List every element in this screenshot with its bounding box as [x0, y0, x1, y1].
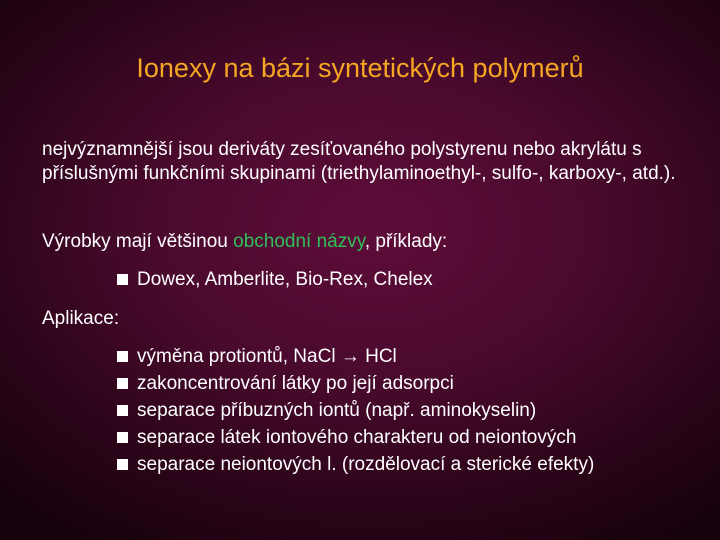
slide-title: Ionexy na bázi syntetických polymerů — [136, 53, 584, 83]
square-bullet-icon — [117, 432, 128, 443]
list-item — [117, 397, 707, 424]
examples-list — [117, 266, 707, 293]
list-item — [117, 451, 707, 478]
products-text-suffix: , příklady: — [364, 231, 448, 252]
square-bullet-icon — [117, 351, 128, 362]
trade-names-highlight: obchodní názvy — [233, 231, 365, 252]
applications-list — [117, 343, 707, 478]
square-bullet-icon — [117, 378, 128, 389]
list-item — [117, 343, 707, 370]
application-text: separace příbuzných iontů (např. aminokyselin) — [137, 400, 537, 421]
list-item — [117, 424, 707, 451]
list-item — [117, 370, 707, 397]
square-bullet-icon — [117, 459, 128, 470]
application-text: výměna protiontů, NaCl → HCl — [137, 346, 397, 367]
application-text: separace neiontových l. (rozdělovací a sterické efekty) — [137, 454, 595, 475]
applications-label: Aplikace: — [42, 308, 120, 329]
list-item — [117, 266, 707, 293]
products-paragraph — [42, 230, 692, 254]
application-text: zakoncentrování látky po její adsorpci — [137, 373, 454, 394]
intro-paragraph: nejvýznamnější jsou deriváty zesíťovaného polystyrenu nebo akrylátu s příslušnými funkčními skupinami (triethylaminoethyl-, sulfo-, karboxy-, atd.). — [42, 139, 676, 184]
square-bullet-icon — [117, 405, 128, 416]
square-bullet-icon — [117, 274, 128, 285]
example-text: Dowex, Amberlite, Bio-Rex, Chelex — [137, 269, 433, 290]
application-text: separace látek iontového charakteru od neiontových — [137, 427, 577, 448]
products-text-prefix: Výrobky mají většinou — [42, 231, 234, 252]
